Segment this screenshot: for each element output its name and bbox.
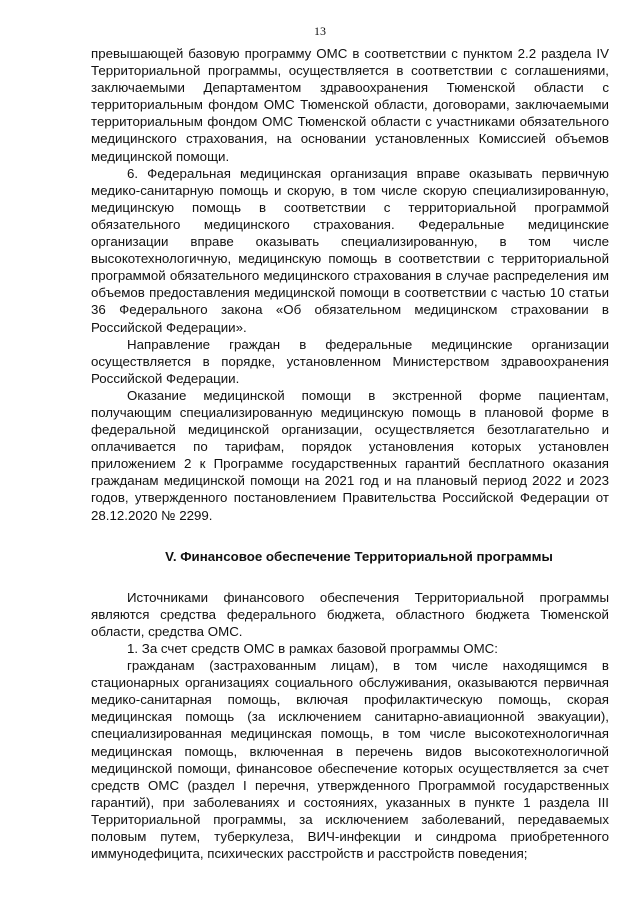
section-heading: V. Финансовое обеспечение Территориальной программы <box>165 548 553 564</box>
paragraph-continuation: превышающей базовую программу ОМС в соответствии с пунктом 2.2 раздела IV Территориальной программы, осуществляется в соответствии с соглашениями, заключаемыми Департаментом здравоохранения Тюменской области с территориальным фондом ОМС Тюменской области, договорами, заключаемыми территориальным фондом ОМС Тюменской области с участниками обязательного медицинского страхования, на основании установленных Комиссией объемов медицинской помощи. <box>91 46 609 164</box>
paragraph-referral: Направление граждан в федеральные медицинские организации осуществляется в порядке, установленном Министерством здравоохранения Российской Федерации. <box>91 336 609 386</box>
paragraph-item-1: 1. За счет средств ОМС в рамках базовой программы ОМС: <box>127 641 498 656</box>
paragraph-funding-sources: Источниками финансового обеспечения Территориальной программы являются средства федерального бюджета, областного бюджета Тюменской области, средства ОМС. <box>91 589 609 639</box>
paragraph-item-6: 6. Федеральная медицинская организация вправе оказывать первичную медико-санитарную помощь и скорую, в том числе скорую специализированную, медицинскую помощь в соответствии с территориальной программой обязательного медицинского страхования. Федеральные медицинские организации вправе оказывать специализированную, в том числе высокотехнологичную, медицинскую помощь в соответствии с территориальной программой обязательного медицинского страхования в случае распределения им объемов предоставления медицинской помощи в соответствии с частью 10 статьи 36 Федерального закона «Об обязательном медицинском страховании в Российской Федерации». <box>91 165 609 335</box>
paragraph-emergency-care: Оказание медицинской помощи в экстренной форме пациентам, получающим специализированную медицинскую помощь в плановой форме в федеральной медицинской организации, осуществляется безотлагательно и оплачивается по тарифам, порядок установления которых установлен приложением 2 к Программе государственных гарантий бесплатного оказания гражданам медицинской помощи на 2021 год и на плановый период 2022 и 2023 годов, утвержденного постановлением Правительства Российской Федерации от 28.12.2020 № 2299. <box>91 387 609 523</box>
document-body <box>91 45 609 862</box>
page-number: 13 <box>314 24 326 38</box>
paragraph-citizens: гражданам (застрахованным лицам), в том числе находящимся в стационарных организациях социального обслуживания, оказываются первичная медико-санитарная помощь, включая профилактическую помощь, скорая медицинская помощь (за исключением санитарно-авиационной эвакуации), специализированная медицинская помощь, в том числе высокотехнологичная медицинская помощь, включенная в перечень видов высокотехнологичной медицинской помощи, финансовое обеспечение которых осуществляется за счет средств ОМС (раздел I перечня, утвержденного Программой государственных гарантий), при заболеваниях и состояниях, указанных в пункте 1 раздела III Территориальной программы, за исключением заболеваний, передаваемых половым путем, туберкулеза, ВИЧ-инфекции и синдрома приобретенного иммунодефицита, психических расстройств и расстройств поведения; <box>91 658 609 862</box>
